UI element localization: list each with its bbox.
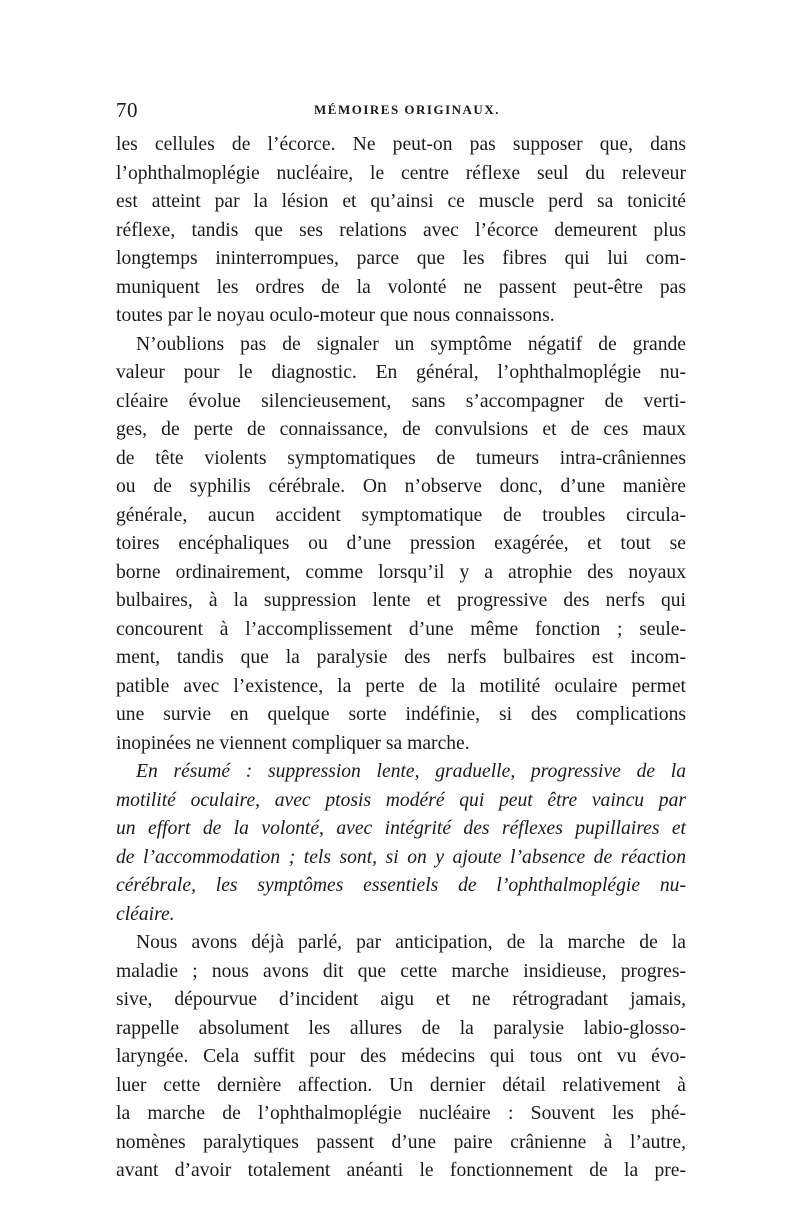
text-line: les cellules de l’écorce. Ne peut-on pas supposer que, dans (116, 134, 686, 155)
summary-paragraph (116, 758, 686, 929)
text-line: ou de syphilis cérébrale. On n’observe donc, d’une manière (116, 476, 686, 497)
text-line: N’oublions pas de signaler un symptôme négatif de grande (136, 333, 686, 355)
text-line: concourent à l’accomplissement d’une même fonction ; seule- (116, 618, 686, 640)
text-line: muniquent les ordres de la volonté ne passent peut-être pas (116, 276, 686, 298)
text-line: de l’accommodation ; tels sont, si on y ajoute l’absence de réaction (116, 846, 686, 868)
text-line: ment, tandis que la paralysie des nerfs bulbaires est incom- (116, 647, 686, 668)
text-line: la marche de l’ophthalmoplégie nucléaire : Souvent les phé- (116, 1103, 686, 1124)
text-line: générale, aucun accident symptomatique de troubles circula- (116, 504, 686, 526)
text-line: longtemps ininterrompues, parce que les fibres qui lui com- (116, 248, 686, 269)
text-line: cérébrale, les symptômes essentiels de l’ophthalmoplégie nu- (116, 875, 686, 896)
text-line: patible avec l’existence, la perte de la motilité oculaire permet (116, 675, 686, 697)
text-line: laryngée. Cela suffit pour des médecins qui tous ont vu évo- (116, 1046, 686, 1067)
text-line: bulbaires, à la suppression lente et progressive des nerfs qui (116, 590, 686, 611)
text-line: réflexe, tandis que ses relations avec l’écorce demeurent plus (116, 219, 686, 241)
paragraph (116, 131, 686, 331)
text-line: l’ophthalmoplégie nucléaire, le centre réflexe seul du releveur (116, 162, 686, 184)
text-line: En résumé : suppression lente, graduelle, progressive de la (136, 761, 686, 782)
page-header (116, 98, 686, 122)
text-line: toutes par le noyau oculo-moteur que nous connaissons. (116, 305, 555, 326)
text-line: sive, dépourvue d’incident aigu et ne rétrogradant jamais, (116, 989, 686, 1010)
body-text (116, 131, 686, 1186)
text-line: maladie ; nous avons dit que cette marche insidieuse, progres- (116, 960, 686, 982)
text-line: un effort de la volonté, avec intégrité des réflexes pupillaires et (116, 818, 686, 839)
text-line: inopinées ne viennent compliquer sa marche. (116, 732, 470, 754)
text-line: ges, de perte de connaissance, de convulsions et de ces maux (116, 419, 686, 440)
text-line: toires encéphaliques ou d’une pression exagérée, et tout se (116, 533, 686, 554)
text-line: nomènes paralytiques passent d’une paire crânienne à l’autre, (116, 1131, 686, 1153)
text-line: Nous avons déjà parlé, par anticipation, de la marche de la (136, 932, 686, 953)
running-head: MÉMOIRES ORIGINAUX. (314, 102, 500, 117)
text-line: rappelle absolument les allures de la paralysie labio-glosso- (116, 1017, 686, 1039)
text-line: valeur pour le diagnostic. En général, l’ophthalmoplégie nu- (116, 362, 686, 383)
text-line: cléaire. (116, 903, 175, 925)
text-line: est atteint par la lésion et qu’ainsi ce muscle perd sa tonicité (116, 191, 686, 212)
paragraph (116, 929, 686, 1186)
text-line: cléaire évolue silencieusement, sans s’accompagner de verti- (116, 390, 686, 412)
paragraph (116, 331, 686, 759)
text-line: borne ordinairement, comme lorsqu’il y a atrophie des noyaux (116, 561, 686, 583)
text-line: une survie en quelque sorte indéfinie, si des complications (116, 704, 686, 725)
text-line: luer cette dernière affection. Un dernier détail relativement à (116, 1074, 686, 1096)
text-line: avant d’avoir totalement anéanti le fonctionnement de la pre- (116, 1160, 686, 1181)
page-number: 70 (116, 98, 138, 122)
text-line: motilité oculaire, avec ptosis modéré qui peut être vaincu par (116, 789, 686, 811)
text-line: de tête violents symptomatiques de tumeurs intra-crâniennes (116, 447, 686, 469)
